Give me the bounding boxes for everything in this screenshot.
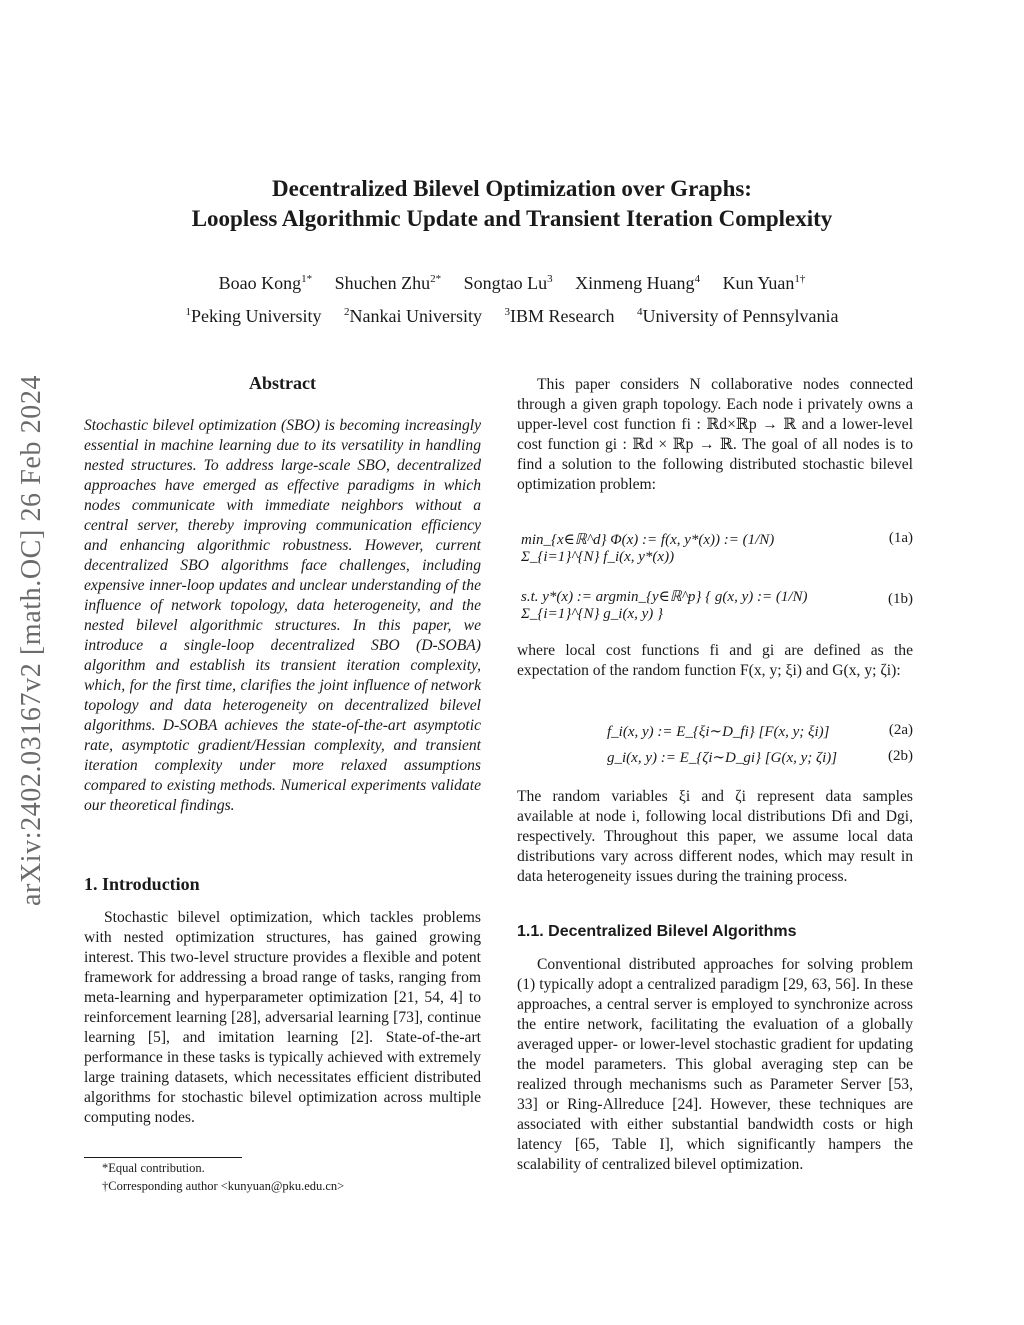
affiliation: $^2$Nankai University xyxy=(344,306,482,326)
equation-2a-body: f_i(x, y) := E_{ξi∼D_fi} [F(x, y; ξi)] xyxy=(607,724,830,740)
equation-1a-body: min_{x∈ℝ^d} Φ(x) := f(x, y*(x)) := (1/N) Σ_{i=1}^{N} f_i(x, y*(x)) xyxy=(521,532,775,565)
random-variables-text: The random variables ξi and ζi represent data samples available at node i, following local distributions Dfi and Dgi, respectively. Throughout this paper, we assume local data distributions vary across different nodes, which may result in data heterogeneity issues during the training process. xyxy=(517,788,913,885)
footnote-rule xyxy=(84,1157,242,1158)
equation-2a xyxy=(517,720,913,744)
author: Shuchen Zhu$^{2*}$ xyxy=(334,273,442,293)
equation-1b-body: s.t. y*(x) := argmin_{y∈ℝ^p} { g(x, y) := (1/N) Σ_{i=1}^{N} g_i(x, y) } xyxy=(521,589,808,622)
abstract-text: Stochastic bilevel optimization (SBO) is becoming increasingly essential in machine learning due to its versatility in handling nested structures. To address large-scale SBO, decentralized approaches have emerged as effective paradigms in which nodes communicate with immediate neighbors without a central server, thereby improving communication efficiency and enhancing algorithmic robustness. However, current decentralized SBO algorithms face challenges, including expensive inner-loop updates and unclear understanding of the influence of network topology, data heterogeneity, and the nested bilevel algorithmic structures. In this paper, we introduce a single-loop decentralized SBO (D-SOBA) algorithm and establish its transient iteration complexity, which, for the first time, clarifies the joint influence of network topology and data heterogeneity on decentralized bilevel algorithms. D-SOBA achieves the state-of-the-art asymptotic rate, asymptotic gradient/Hessian complexity, and transient iteration complexity under more relaxed assumptions compared to existing methods. Numerical experiments validate our theoretical findings. xyxy=(84,417,481,814)
arxiv-watermark: arXiv:2402.03167v2 [math.OC] 26 Feb 2024 xyxy=(16,374,47,906)
equation-1b xyxy=(517,583,913,623)
local-cost-text: where local cost functions fi and gi are defined as the expectation of the random function F(x, y; ξi) and G(x, y; ζi): xyxy=(517,642,913,679)
affiliation-list xyxy=(0,305,1024,327)
abstract-heading: Abstract xyxy=(249,373,316,393)
affiliation: $^3$IBM Research xyxy=(504,306,615,326)
intro-text: Stochastic bilevel optimization, which tackles problems with nested optimization structures, has gained growing interest. This two-level structure provides a flexible and potent framework for addressing a broad range of tasks, ranging from meta-learning and hyperparameter optimization [21, 54, 4] to reinforcement learning [28], adversarial learning [73], continue learning [5], and imitation learning [2]. State-of-the-art performance in these tasks is typically achieved with extremely large training datasets, which necessitates efficient distributed algorithms for stochastic bilevel optimization across multiple computing nodes. xyxy=(84,909,481,1126)
author: Boao Kong$^{1*}$ xyxy=(218,273,313,293)
subsection-heading: 1.1. Decentralized Bilevel Algorithms xyxy=(517,923,797,940)
footnote-corresponding-author: †Corresponding author <kunyuan@pku.edu.cn> xyxy=(102,1179,345,1193)
equation-2a-tag: (2a) xyxy=(888,722,913,738)
footnote-equal-contribution: *Equal contribution. xyxy=(102,1161,205,1175)
equation-1a xyxy=(517,522,913,565)
author: Songtao Lu$^3$ xyxy=(463,273,553,293)
author: Kun Yuan$^{1\dagger}$ xyxy=(722,273,806,293)
equation-2b-body: g_i(x, y) := E_{ζi∼D_gi} [G(x, y; ζi)] xyxy=(607,750,838,766)
problem-setup-text: This paper considers N collaborative nodes connected through a given graph topology. Each node i privately owns a upper-level cost function fi : ℝd×ℝp → ℝ and a lower-level cost function gi : ℝd × ℝp → ℝ. The goal of all nodes is to find a solution to the following distributed stochastic bilevel optimization problem: xyxy=(517,376,913,493)
intro-heading: 1. Introduction xyxy=(84,874,200,894)
paper-title-line-1: Decentralized Bilevel Optimization over Graphs: xyxy=(272,176,752,201)
equation-1b-tag: (1b) xyxy=(888,591,913,607)
equation-2b-tag: (2b) xyxy=(888,748,913,764)
affiliation: $^4$University of Pennsylvania xyxy=(636,306,839,326)
affiliation: $^1$Peking University xyxy=(185,306,322,326)
equation-1a-tag: (1a) xyxy=(888,530,913,546)
decentralized-bilevel-text: Conventional distributed approaches for solving problem (1) typically adopt a centralized paradigm [29, 63, 56]. In these approaches, a central server is employed to synchronize across the entire network, facilitating the evaluation of a globally averaged upper- or lower-level stochastic gradient for updating the model parameters. This global averaging step can be realized through mechanisms such as Parameter Server [53, 33] or Ring-Allreduce [24]. However, these techniques are associated with either substantial bandwidth costs or high latency [65, Table I], which significantly hampers the scalability of centralized bilevel optimization. xyxy=(517,956,913,1173)
author: Xinmeng Huang$^4$ xyxy=(575,273,701,293)
equation-2b xyxy=(517,746,913,770)
paper-title-line-2: Loopless Algorithmic Update and Transient Iteration Complexity xyxy=(191,206,833,231)
author-list xyxy=(0,272,1024,294)
